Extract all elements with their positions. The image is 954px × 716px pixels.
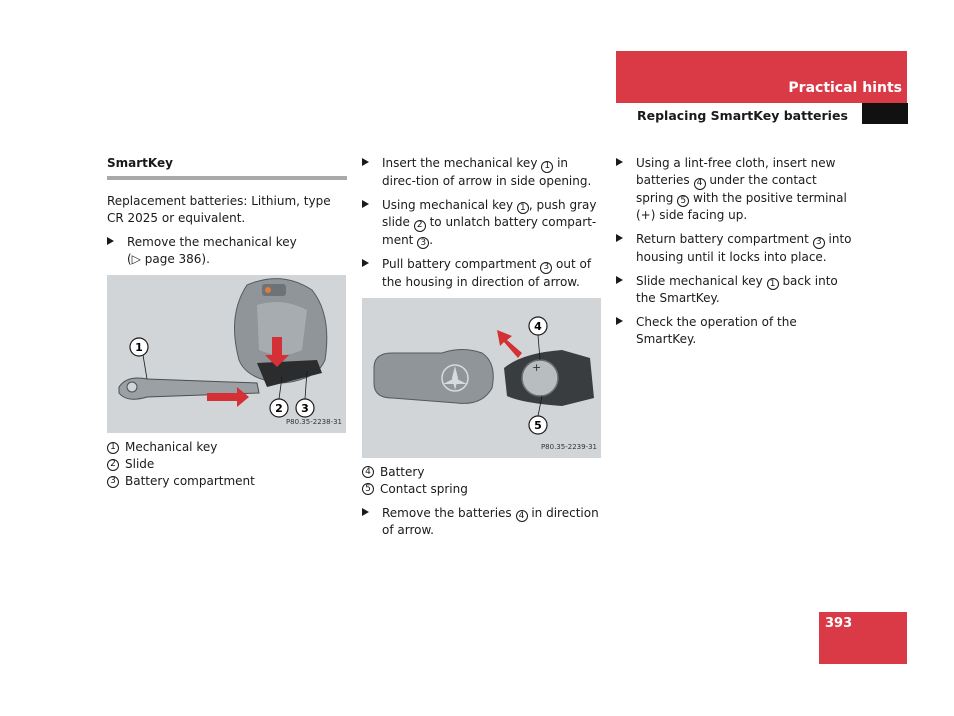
column-3 [616,155,856,355]
step-push-slide: Using mechanical key 1 , push gray slide 2 to unlatch battery compart-ment 3 . [362,197,602,250]
svg-text:2: 2 [275,402,283,415]
step-text-line2: (▷ page 386). [127,252,210,266]
section-title: Practical hints [788,80,902,96]
step-pull-compartment: Pull battery compartment 3 out of the housing in direction of arrow. [362,256,602,291]
step-insert-key: Insert the mechanical key 1 in direc-tion of arrow in side opening. [362,155,602,190]
svg-text:3: 3 [301,402,309,415]
step-slide-key-back: Slide mechanical key 1 back into the SmartKey. [616,273,856,308]
intro-text: Replacement batteries: Lithium, type CR 2025 or equivalent. [107,194,331,225]
legend-item: 2 Slide [107,456,347,473]
step-insert-batteries: Using a lint-free cloth, insert new batteries 4 under the contact spring 5 with the positive terminal (+) side facing up. [616,155,856,224]
step-check-operation: Check the operation of the SmartKey. [616,314,856,348]
bullet-arrow-icon [362,200,369,208]
legend-figure-1 [107,439,347,490]
column-1 [107,155,347,490]
page-number: 393 [825,616,853,631]
step-remove-key [107,234,347,268]
svg-text:5: 5 [534,418,542,432]
svg-text:+: + [532,360,542,374]
bullet-arrow-icon [616,234,623,242]
bullet-arrow-icon [616,317,623,325]
smartkey-heading: SmartKey [107,155,347,180]
legend-item: 5 Contact spring [362,481,602,498]
svg-text:4: 4 [534,319,542,333]
step-text-line1: Remove the mechanical key [127,235,297,249]
figure-code: P80.35-2238-31 [285,418,342,426]
figure-code: P80.35-2239-31 [540,442,597,451]
page-subtitle: Replacing SmartKey batteries [637,108,848,123]
svg-text:1: 1 [135,341,143,354]
bullet-arrow-icon [362,259,369,267]
step-return-compartment: Return battery compartment 3 into housing until it locks into place. [616,231,856,266]
bullet-arrow-icon [362,508,369,516]
callout-1 [130,338,148,379]
bullet-arrow-icon [616,276,623,284]
column-2 [362,155,602,546]
figure-battery-compartment [362,298,601,458]
step-remove-batteries: Remove the batteries 4 in direction of arrow. [362,505,602,540]
bullet-arrow-icon [107,237,114,245]
legend-figure-2 [362,464,602,498]
legend-item: 3 Battery compartment [107,473,347,490]
legend-item: 1 Mechanical key [107,439,347,456]
figure-smartkey-key [107,275,346,433]
header-tab-marker [862,103,908,124]
legend-item: 4 Battery [362,464,602,481]
battery-compartment-illustration [362,298,601,458]
bullet-arrow-icon [616,158,623,166]
bullet-arrow-icon [362,158,369,166]
smartkey-illustration [107,275,346,433]
